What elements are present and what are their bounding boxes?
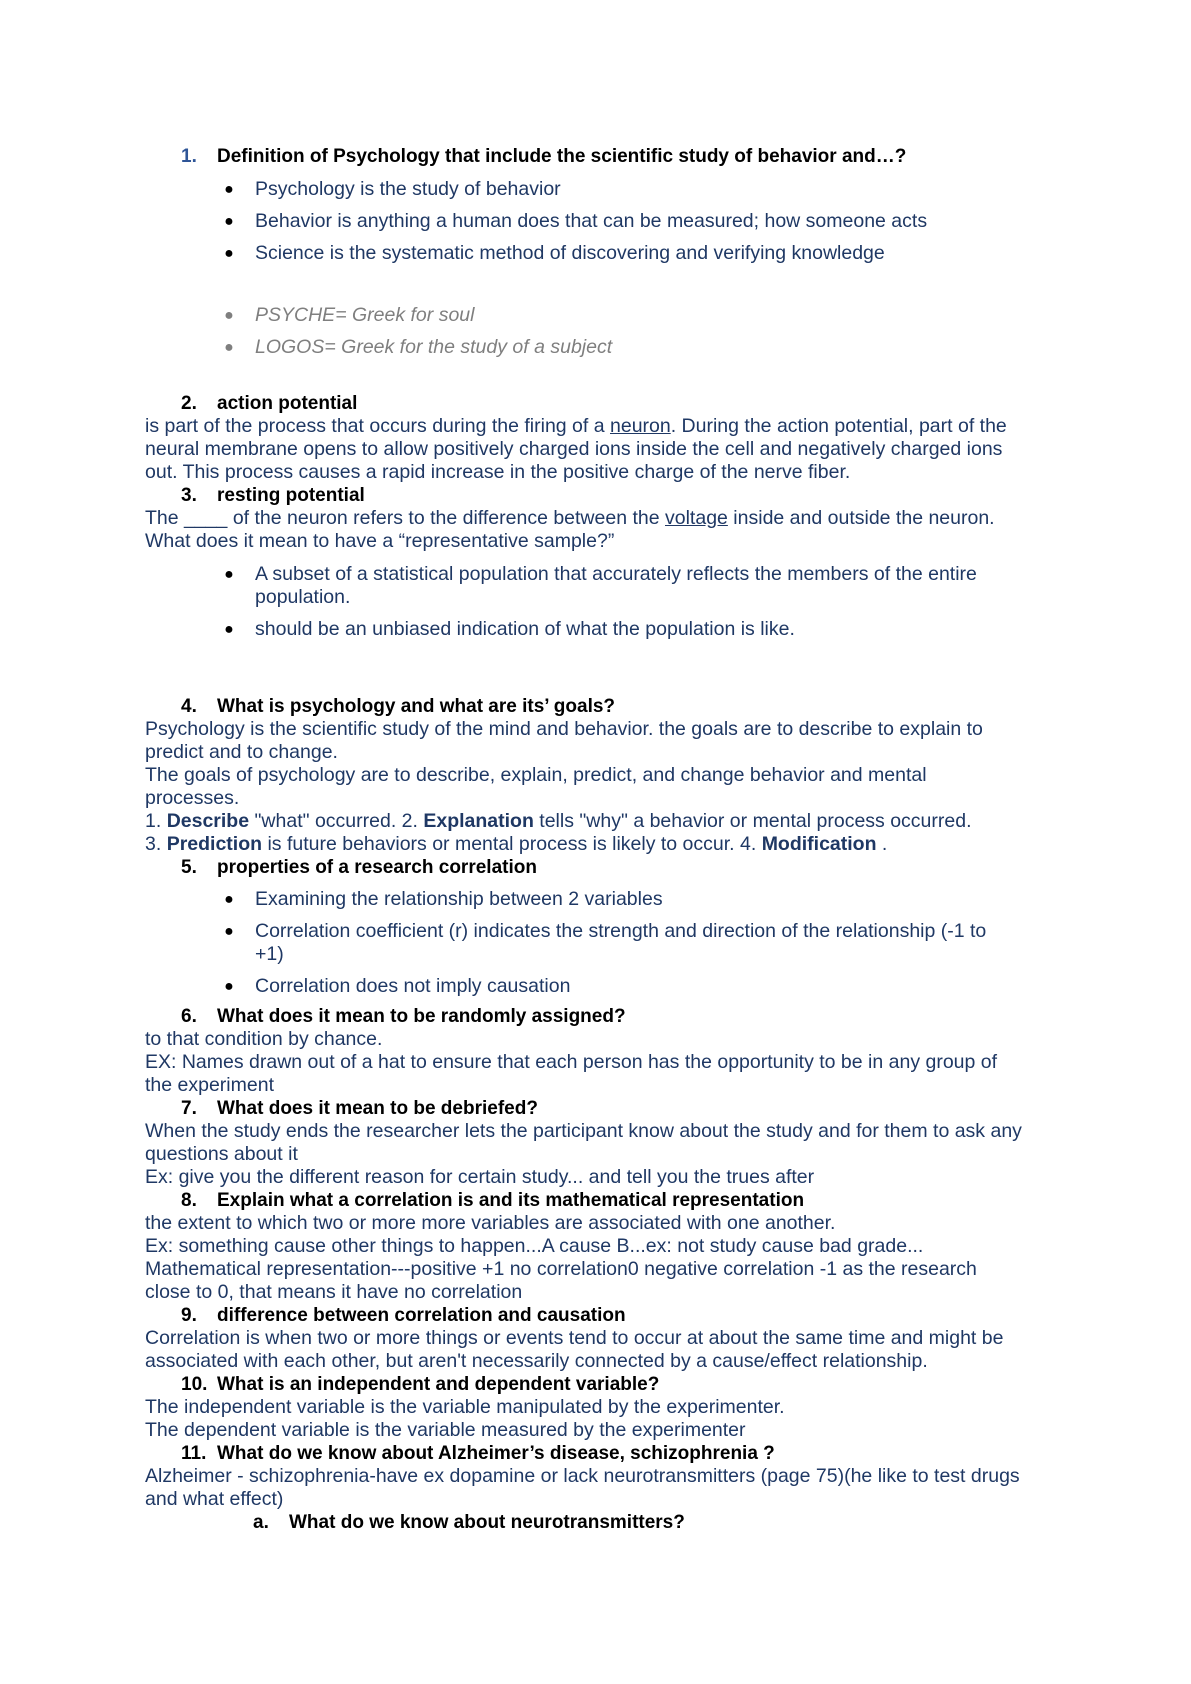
question-title: What do we know about Alzheimer’s disease, schizophrenia ? [217, 1443, 775, 1464]
list-item [224, 888, 1045, 911]
paragraph-line: out. This process causes a rapid increase in the positive charge of the nerve fiber. [145, 461, 851, 483]
paragraph-line: The independent variable is the variable manipulated by the experimenter. [145, 1396, 785, 1418]
list-item [224, 336, 1045, 359]
question-8-heading [181, 1189, 804, 1212]
bullet-icon: ● [224, 213, 234, 230]
question-number: 9. [181, 1305, 197, 1326]
paragraph-line: processes. [145, 787, 240, 809]
paragraph-line: Mathematical representation---positive +1 no correlation0 negative correlation -1 as the research [145, 1258, 977, 1280]
list-item-text: population. [255, 586, 351, 608]
list-item-text: PSYCHE= Greek for soul [255, 304, 475, 326]
paragraph-line [145, 507, 1065, 530]
question-number: 5. [181, 857, 197, 878]
list-item-text: Correlation does not imply causation [255, 975, 571, 997]
question-4-heading [181, 695, 615, 718]
question-11-heading [181, 1442, 775, 1465]
paragraph-line: Alzheimer - schizophrenia-have ex dopamine or lack neurotransmitters (page 75)(he like to test drugs [145, 1465, 1020, 1487]
list-item-text: LOGOS= Greek for the study of a subject [255, 336, 613, 358]
list-item-text: Science is the systematic method of discovering and verifying knowledge [255, 242, 885, 264]
paragraph-line: Correlation is when two or more things or events tend to occur at about the same time and might be [145, 1327, 1004, 1349]
paragraph-line: When the study ends the researcher lets the participant know about the study and for them to ask any [145, 1120, 1022, 1142]
paragraph-line: the experiment [145, 1074, 274, 1096]
list-item-text: Behavior is anything a human does that can be measured; how someone acts [255, 210, 928, 232]
paragraph-line: EX: Names drawn out of a hat to ensure that each person has the opportunity to be in any group of [145, 1051, 998, 1073]
bold-term: Prediction [166, 833, 263, 855]
paragraph-line: to that condition by chance. [145, 1028, 383, 1050]
paragraph-line: neural membrane opens to allow positively charged ions inside the cell and negatively charged ions [145, 438, 1003, 460]
text-span: . [876, 833, 888, 855]
bold-term: Modification [761, 833, 877, 855]
paragraph-line: Psychology is the scientific study of the mind and behavior. the goals are to describe to explain to [145, 718, 983, 740]
text-span: 1. [145, 810, 167, 832]
bold-term: Explanation [423, 810, 534, 832]
question-number: 8. [181, 1190, 197, 1211]
text-span: is future behaviors or mental process is likely to occur. 4. [262, 833, 762, 855]
list-item-text: A subset of a statistical population that accurately reflects the members of the entire [255, 563, 977, 585]
text-span: is part of the process that occurs during the firing of a [145, 415, 610, 437]
text-span: . During the action potential, part of the [670, 415, 1007, 437]
paragraph-line: and what effect) [145, 1488, 284, 1510]
text-span: "what" occurred. 2. [249, 810, 424, 832]
paragraph-line: predict and to change. [145, 741, 338, 763]
question-title: properties of a research correlation [217, 857, 537, 878]
bullet-icon: ● [224, 923, 234, 940]
question-title: resting potential [217, 485, 365, 506]
list-item [224, 242, 1045, 265]
question-number: 3. [181, 485, 197, 506]
list-item [224, 975, 1045, 998]
bullet-icon: ● [224, 339, 234, 356]
list-item [224, 563, 1045, 609]
text-span: The ____ of the neuron refers to the difference between the [145, 507, 665, 529]
paragraph-line: The dependent variable is the variable measured by the experimenter [145, 1419, 746, 1441]
question-6-heading [181, 1005, 626, 1028]
list-item [224, 178, 1045, 201]
question-9-heading [181, 1304, 626, 1327]
paragraph-line: What does it mean to have a “representative sample?” [145, 530, 615, 552]
question-11a-heading [253, 1511, 685, 1534]
question-number: 7. [181, 1098, 197, 1119]
bullet-icon: ● [224, 978, 234, 995]
paragraph-line: Ex: something cause other things to happen...A cause B...ex: not study cause bad grade... [145, 1235, 924, 1257]
question-1-heading [181, 145, 906, 168]
paragraph-line: questions about it [145, 1143, 298, 1165]
question-title: What does it mean to be randomly assigned? [217, 1006, 626, 1027]
question-number: 1. [181, 146, 197, 167]
paragraph-line: Ex: give you the different reason for certain study... and tell you the trues after [145, 1166, 815, 1188]
text-span: inside and outside the neuron. [727, 507, 995, 529]
paragraph-line: associated with each other, but aren't necessarily connected by a cause/effect relationship. [145, 1350, 928, 1372]
list-item-text: Psychology is the study of behavior [255, 178, 561, 200]
question-7-heading [181, 1097, 538, 1120]
question-3-heading [181, 484, 365, 507]
question-title: What do we know about neurotransmitters? [289, 1512, 685, 1533]
list-item [224, 920, 1045, 966]
bullet-icon: ● [224, 566, 234, 583]
question-number: a. [253, 1512, 269, 1533]
question-title: What is psychology and what are its’ goals? [217, 696, 616, 717]
paragraph-line [145, 415, 1065, 438]
bold-term: Describe [166, 810, 250, 832]
question-number: 10. [181, 1374, 208, 1395]
bullet-icon: ● [224, 891, 234, 908]
paragraph-line: the extent to which two or more more variables are associated with one another. [145, 1212, 836, 1234]
list-item [224, 210, 1045, 233]
text-span: 3. [145, 833, 167, 855]
question-title: Explain what a correlation is and its mathematical representation [217, 1190, 805, 1211]
paragraph-line [145, 810, 1065, 833]
list-item [224, 304, 1045, 327]
question-number: 4. [181, 696, 197, 717]
list-item-text: should be an unbiased indication of what the population is like. [255, 618, 795, 640]
question-title: What is an independent and dependent variable? [217, 1374, 660, 1395]
paragraph-line: close to 0, that means it have no correlation [145, 1281, 523, 1303]
paragraph-line: The goals of psychology are to describe, explain, predict, and change behavior and mental [145, 764, 927, 786]
question-title: Definition of Psychology that include the scientific study of behavior and…? [217, 146, 907, 167]
bullet-icon: ● [224, 307, 234, 324]
list-item-text: Examining the relationship between 2 variables [255, 888, 663, 910]
text-span: tells "why" a behavior or mental process occurred. [533, 810, 972, 832]
question-title: action potential [217, 393, 358, 414]
bullet-icon: ● [224, 245, 234, 262]
bullet-icon: ● [224, 181, 234, 198]
list-item-text: +1) [255, 943, 284, 965]
question-number: 2. [181, 393, 197, 414]
question-title: What does it mean to be debriefed? [217, 1098, 538, 1119]
question-number: 11. [181, 1443, 207, 1464]
bullet-icon: ● [224, 621, 234, 638]
paragraph-line [145, 833, 1065, 856]
question-2-heading [181, 392, 357, 415]
question-number: 6. [181, 1006, 197, 1027]
voltage-link[interactable]: voltage [665, 507, 728, 529]
neuron-link[interactable]: neuron [610, 415, 671, 437]
question-10-heading [181, 1373, 659, 1396]
question-5-heading [181, 856, 537, 879]
list-item [224, 618, 1045, 641]
list-item-text: Correlation coefficient (r) indicates the strength and direction of the relationship (-1 to [255, 920, 987, 942]
question-title: difference between correlation and causation [217, 1305, 626, 1326]
